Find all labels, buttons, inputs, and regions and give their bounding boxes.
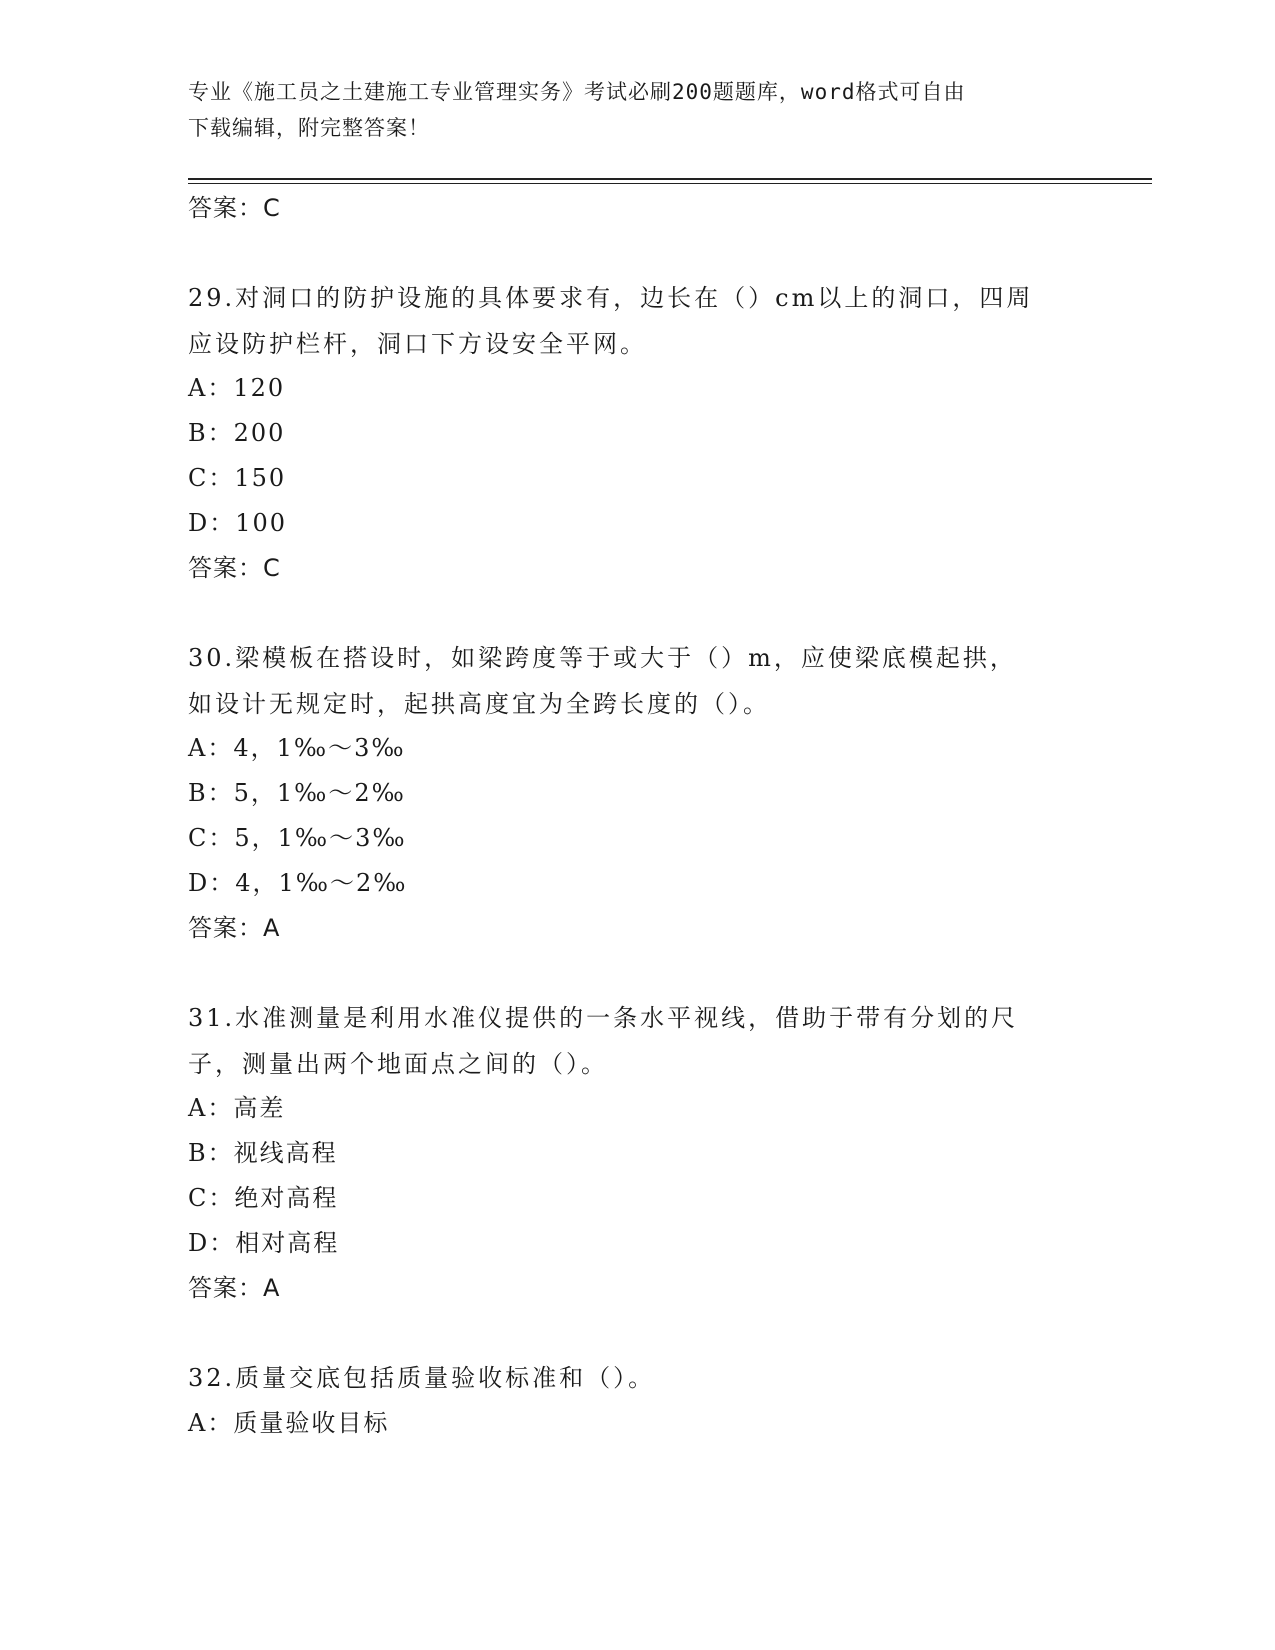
question-29-option-b: B：200 (188, 419, 286, 447)
question-line: 子，测量出两个地面点之间的（）。 (188, 1050, 608, 1078)
header-divider-thick (188, 178, 1152, 180)
question-29-option-a: A：120 (188, 374, 286, 402)
question-30-text (188, 635, 1088, 727)
question-29-answer: 答案：C (188, 554, 281, 582)
question-31-option-a: A：高差 (188, 1094, 286, 1122)
question-line: 32.质量交底包括质量验收标准和（）。 (188, 1364, 656, 1392)
question-31-option-d: D：相对高程 (188, 1229, 340, 1257)
question-line: 29.对洞口的防护设施的具体要求有，边长在（）cm以上的洞口，四周 (188, 284, 1034, 312)
question-29-text (188, 275, 1088, 367)
question-30-option-b: B：5，1‰～2‰ (188, 779, 406, 807)
header-line-2: 下载编辑，附完整答案！ (188, 116, 430, 140)
question-29-option-c: C：150 (188, 464, 287, 492)
question-32-option-a: A：质量验收目标 (188, 1409, 390, 1437)
question-line: 如设计无规定时，起拱高度宜为全跨长度的（）。 (188, 690, 770, 718)
question-30-answer: 答案：A (188, 914, 281, 942)
question-line: 应设防护栏杆，洞口下方设安全平网。 (188, 330, 647, 358)
header-divider-thin (188, 183, 1152, 184)
question-31-answer: 答案：A (188, 1274, 281, 1302)
question-31-text (188, 995, 1088, 1087)
question-30-option-c: C：5，1‰～3‰ (188, 824, 407, 852)
question-30-option-a: A：4，1‰～3‰ (188, 734, 406, 762)
header-line-1: 专业《施工员之土建施工专业管理实务》考试必刷200题题库，word格式可自由 (188, 80, 966, 104)
question-32-text (188, 1355, 1088, 1401)
question-31-option-b: B：视线高程 (188, 1139, 338, 1167)
question-line: 31.水准测量是利用水准仪提供的一条水平视线，借助于带有分划的尺 (188, 1004, 1019, 1032)
question-29-option-d: D：100 (188, 509, 288, 537)
question-31-option-c: C：绝对高程 (188, 1184, 339, 1212)
document-header (188, 74, 1088, 146)
previous-answer: 答案：C (188, 194, 281, 222)
question-line: 30.梁模板在搭设时，如梁跨度等于或大于（）m，应使梁底模起拱， (188, 644, 1017, 672)
question-30-option-d: D：4，1‰～2‰ (188, 869, 408, 897)
